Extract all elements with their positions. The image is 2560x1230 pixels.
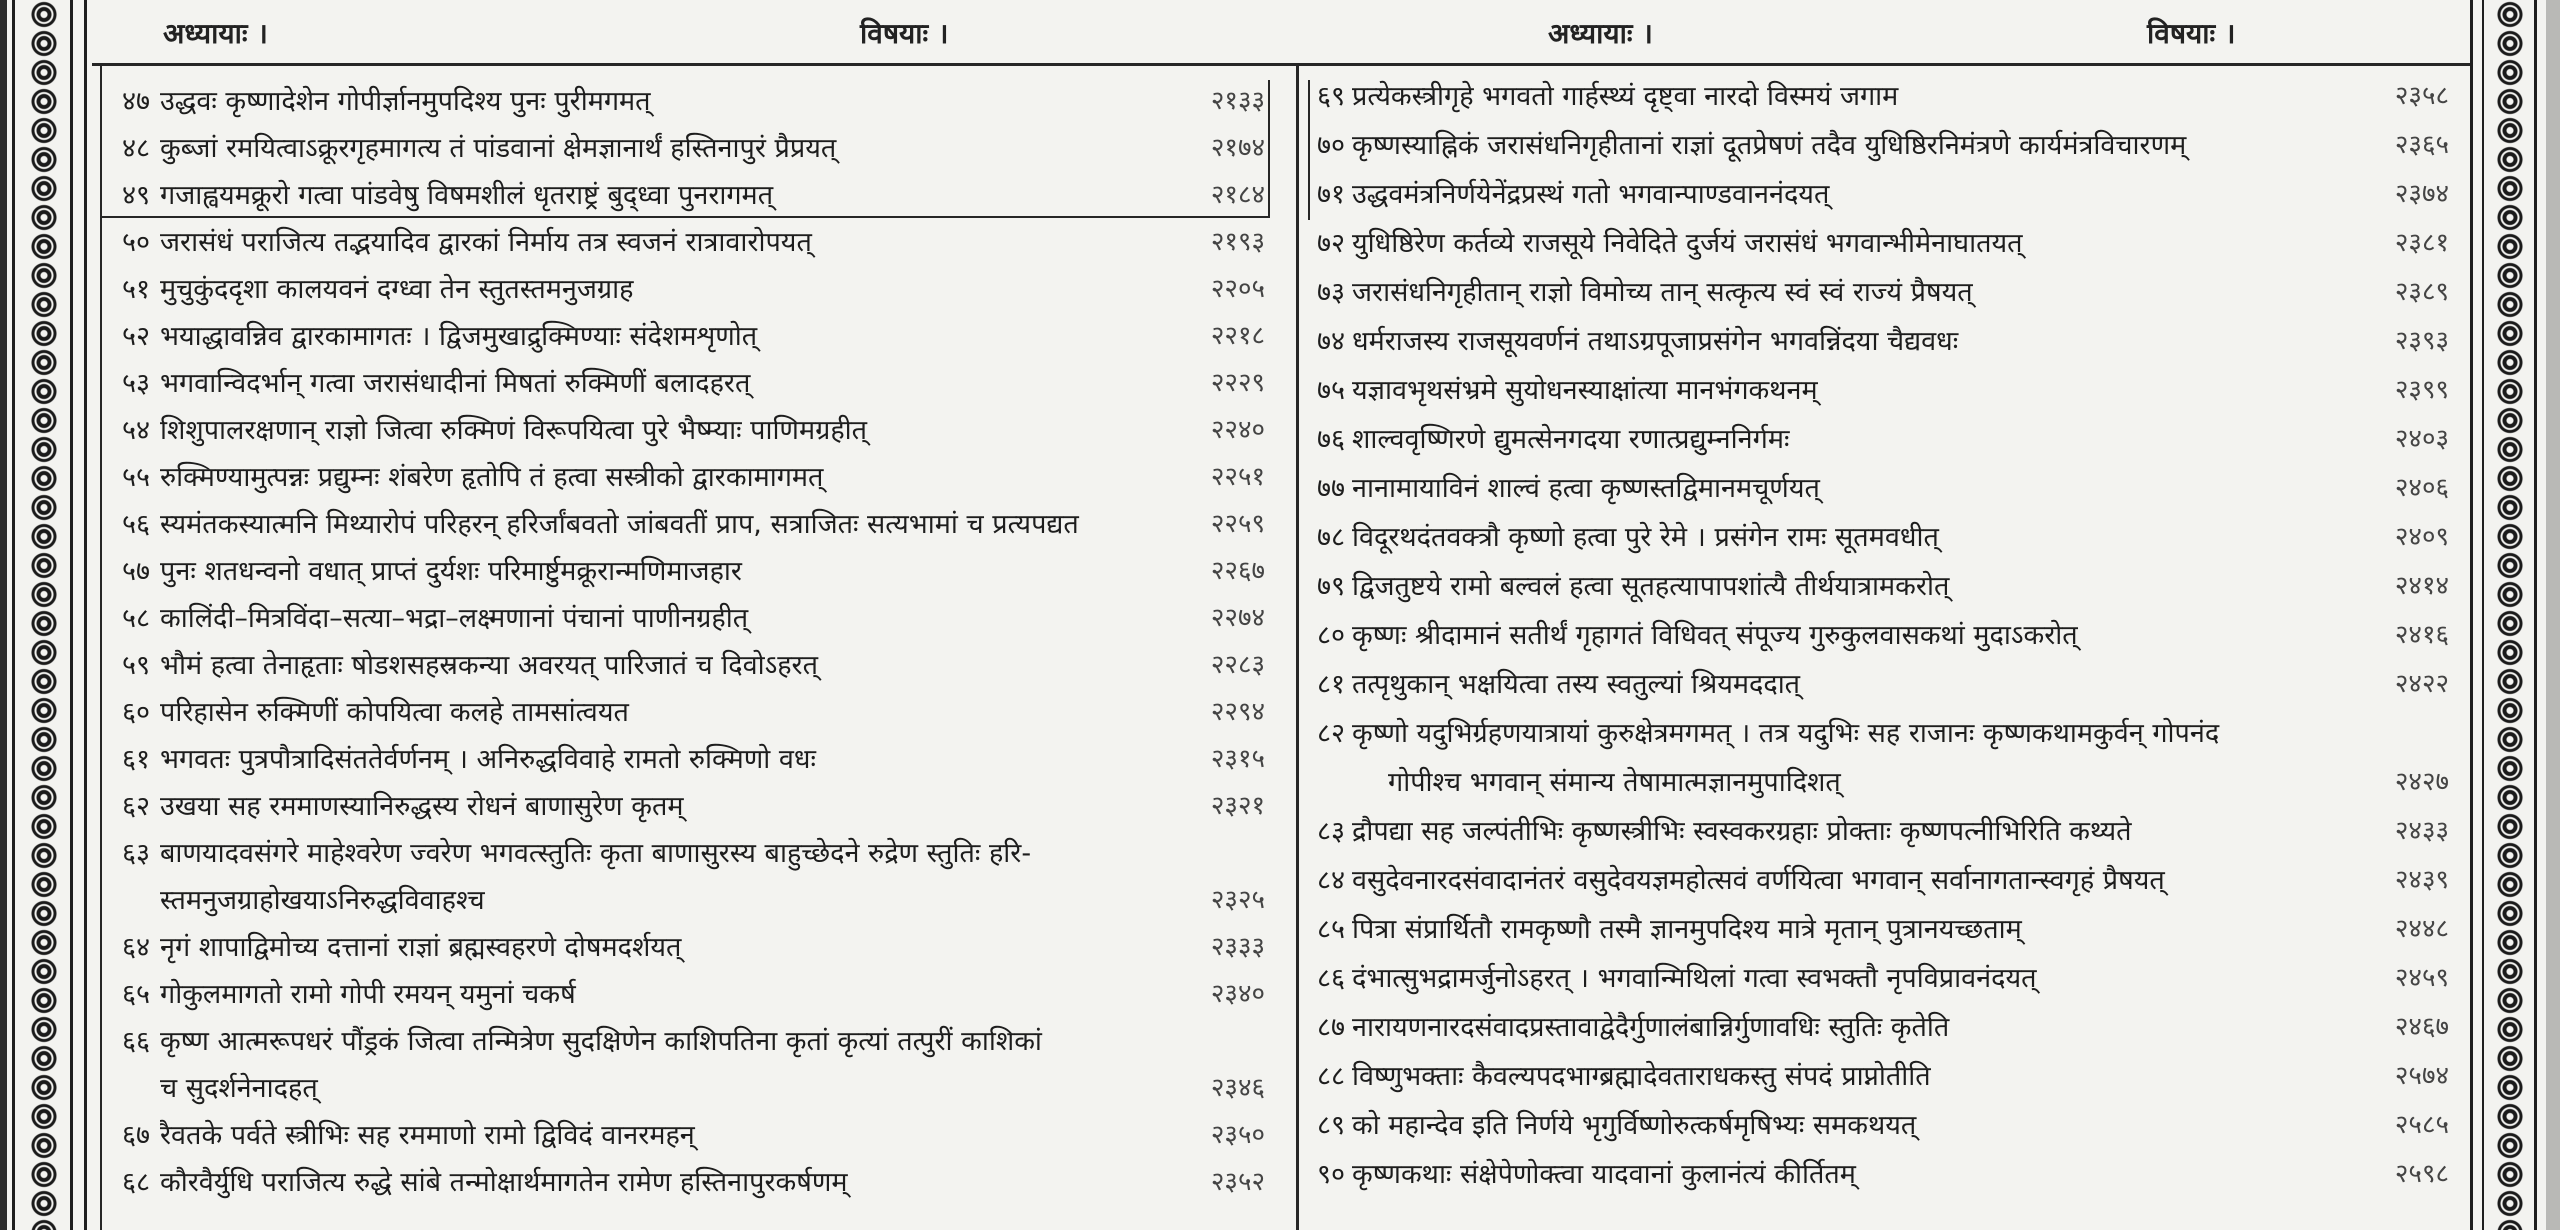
- page-number: २३९९: [2394, 375, 2449, 405]
- page-number: २२९४: [1210, 697, 1265, 727]
- page-number: २४०६: [2394, 473, 2449, 503]
- toc-entry: [110, 172, 1280, 219]
- chapter-number: ५२: [122, 321, 151, 352]
- toc-entry: [110, 924, 1280, 971]
- chapter-number: ८४: [1317, 865, 1346, 896]
- page-number: २४२७: [2394, 767, 2449, 797]
- chapter-subject: प्रत्येकस्त्रीगृहे भगवतो गार्हस्थ्यं दृष्ट्वा नारदो विस्मयं जगाम: [1352, 81, 1899, 112]
- header-right-subject: विषयाः ।: [2147, 17, 2236, 50]
- chapter-number: ६६: [122, 1026, 151, 1057]
- toc-entry: [110, 78, 1280, 125]
- chapter-subject: युधिष्ठिरेण कर्तव्ये राजसूये निवेदिते दुर्जयं जरासंधं भगवान्भीमेनाघातयत्: [1352, 228, 2023, 259]
- page-number: २१९३: [1210, 227, 1265, 257]
- chapter-number: ५०: [122, 227, 151, 258]
- page-number: २२१८: [1210, 321, 1265, 351]
- toc-entry: [110, 595, 1280, 642]
- page-number: २३८९: [2394, 277, 2449, 307]
- toc-entry: [110, 1159, 1280, 1206]
- chapter-subject: उद्धवः कृष्णादेशेन गोपीर्ज्ञानमुपदिश्य पुनः पुरीमगमत्: [160, 86, 651, 117]
- chapter-subject: पुनः शतधन्वनो वधात् प्राप्तं दुर्यशः परिमार्ष्टुमक्रूरान्मणिमाजहार: [160, 556, 742, 587]
- chapter-number: ६३: [122, 838, 151, 869]
- chapter-number: ६९: [1317, 81, 1346, 112]
- chapter-subject: विष्णुभक्ताः कैवल्यपदभाग्ब्रह्मादेवताराधकस्तु संपदं प्राप्नोतीति: [1352, 1061, 1931, 1092]
- chapter-subject: दंभात्सुभद्रामर्जुनोऽहरत् । भगवान्मिथिलां गत्वा स्वभक्तौ नृपविप्रावनंदयत्: [1352, 963, 2037, 994]
- toc-entry: [110, 125, 1280, 172]
- chapter-number: ६५: [122, 979, 151, 1010]
- chapter-number: ७७: [1317, 473, 1346, 504]
- page-number: २४३३: [2394, 816, 2449, 846]
- chapter-subject: द्विजतुष्टये रामो बल्वलं हत्वा सूतहत्यापापशांत्यै तीर्थयात्रामकरोत्: [1352, 571, 1950, 602]
- toc-entry: [110, 736, 1280, 783]
- page-number: २४५९: [2394, 963, 2449, 993]
- chapter-number: ८३: [1317, 816, 1346, 847]
- page-number: २३१५: [1210, 744, 1265, 774]
- chapter-number: ४७: [122, 86, 151, 117]
- chapter-number: ९०: [1317, 1159, 1346, 1190]
- chapter-subject: परिहासेन रुक्मिणीं कोपयित्वा कलहे तामसांत्वयत: [160, 697, 629, 728]
- chapter-subject: कृष्णकथाः संक्षेपेणोक्त्वा यादवानां कुलानंत्यं कीर्तितम्: [1352, 1159, 1856, 1190]
- page-number: २२५१: [1210, 462, 1265, 492]
- header-rule: [92, 63, 2470, 66]
- chapter-number: ७२: [1317, 228, 1346, 259]
- toc-entry: [110, 1112, 1280, 1159]
- toc-entry: [1305, 170, 2455, 219]
- chapter-number: ५४: [122, 415, 151, 446]
- toc-entry: [1305, 1101, 2455, 1150]
- flower-chain-ornament-right: [2494, 0, 2526, 1230]
- toc-entry: [1305, 1052, 2455, 1101]
- toc-entry: [1305, 807, 2455, 856]
- chapter-subject: धर्मराजस्य राजसूयवर्णनं तथाऽग्रपूजाप्रसंगेन भगवन्निंदया चैद्यवधः: [1352, 326, 1959, 357]
- chapter-number: ६४: [122, 932, 151, 963]
- chapter-subject: पित्रा संप्रार्थितौ रामकृष्णौ तस्मै ज्ञानमुपदिश्य मात्रे मृतान् पुत्रानयच्छताम्: [1352, 914, 2022, 945]
- chapter-subject-continued: गोपीश्च भगवान् संमान्य तेषामात्मज्ञानमुपादिशत्: [1388, 767, 1841, 798]
- header-right-chapter: अध्यायाः ।: [1548, 17, 1653, 50]
- toc-entry: [1305, 415, 2455, 464]
- page-number: २३२१: [1210, 791, 1265, 821]
- page-number: २४०९: [2394, 522, 2449, 552]
- page-number: २४३९: [2394, 865, 2449, 895]
- chapter-number: ८५: [1317, 914, 1346, 945]
- chapter-number: ६२: [122, 791, 151, 822]
- page-number: २३४०: [1210, 979, 1265, 1009]
- page-number: २१७४: [1210, 133, 1265, 163]
- chapter-subject: कृष्ण आत्मरूपधरं पौंड्रकं जित्वा तन्मित्रेण सुदक्षिणेन काशिपतिना कृतां कृत्यां तत्पुरीं काशिकां: [160, 1026, 1042, 1057]
- toc-entry: [1305, 562, 2455, 611]
- border-line: [12, 0, 15, 1230]
- page-number: २२२९: [1210, 368, 1265, 398]
- chapter-subject: भगवान्विदर्भान् गत्वा जरासंधादीनां मिषतां रुक्मिणीं बलादहरत्: [160, 368, 751, 399]
- toc-entry: [110, 689, 1280, 736]
- chapter-subject: गोकुलमागतो रामो गोपी रमयन् यमुनां चकर्ष: [160, 979, 576, 1010]
- page-number: २४१६: [2394, 620, 2449, 650]
- chapter-subject: रैवतके पर्वते स्त्रीभिः सह रममाणो रामो द्विविदं वानरमहन्: [160, 1120, 695, 1151]
- page-number: २४६७: [2394, 1012, 2449, 1042]
- chapter-number: ५३: [122, 368, 151, 399]
- chapter-subject: कृष्णो यदुभिर्ग्रहणयात्रायां कुरुक्षेत्रमगमत् । तत्र यदुभिः सह राजानः कृष्णकथामकुर्वन् गोपनंद: [1352, 718, 2220, 749]
- chapter-subject: मुचुकुंददृशा कालयवनं दग्ध्वा तेन स्तुतस्तमनुजग्राह: [160, 274, 634, 305]
- page-number: २१८४: [1210, 180, 1265, 210]
- chapter-subject: रुक्मिण्यामुत्पन्नः प्रद्युम्नः शंबरेण हृतोपि तं हत्वा सस्त्रीको द्वारकामागमत्: [160, 462, 824, 493]
- chapter-subject: बाणयादवसंगरे माहेश्वरेण ज्वरेण भगवत्स्तुतिः कृता बाणासुरस्य बाहुच्छेदने रुद्रेण स्तुतिः हरि-: [160, 838, 1032, 869]
- chapter-number: ७१: [1317, 179, 1346, 210]
- chapter-subject: कुब्जां रमयित्वाऽक्रूरगृहमागत्य तं पांडवानां क्षेमज्ञानार्थं हस्तिनापुरं प्रैप्रयत्: [160, 133, 837, 164]
- toc-entry: [1305, 72, 2455, 121]
- toc-entry: [1305, 464, 2455, 513]
- page-number: २५७४: [2394, 1061, 2449, 1091]
- toc-entry: [110, 830, 1280, 924]
- toc-entry: [1305, 219, 2455, 268]
- page-number: २४४८: [2394, 914, 2449, 944]
- chapter-number: ८६: [1317, 963, 1346, 994]
- chapter-number: ७९: [1317, 571, 1346, 602]
- border-line: [2470, 0, 2473, 1230]
- border-line: [84, 0, 87, 1230]
- chapter-subject: भगवतः पुत्रपौत्रादिसंततेर्वर्णनम् । अनिरुद्धविवाहे रामतो रुक्मिणो वधः: [160, 744, 816, 775]
- chapter-subject: कृष्णः श्रीदामानं सतीर्थं गृहागतं विधिवत् संपूज्य गुरुकुलवासकथां मुदाऽकरोत्: [1352, 620, 2078, 651]
- toc-entry: [110, 1018, 1280, 1112]
- chapter-number: ८९: [1317, 1110, 1346, 1141]
- page-number: २२६७: [1210, 556, 1265, 586]
- toc-left-column: [110, 78, 1280, 1206]
- left-column-rule: [100, 66, 102, 1230]
- chapter-subject: भयाद्धावन्निव द्वारकामागतः । द्विजमुखाद्रुक्मिण्याः संदेशमशृणोत्: [160, 321, 758, 352]
- chapter-number: ५१: [122, 274, 151, 305]
- chapter-number: ७३: [1317, 277, 1346, 308]
- header-left-chapter: अध्यायाः ।: [163, 17, 268, 50]
- chapter-subject: कौरवैर्युधि पराजित्य रुद्धे सांबे तन्मोक्षार्थमागतेन रामेण हस्तिनापुरकर्षणम्: [160, 1167, 848, 1198]
- page-number: २४१४: [2394, 571, 2449, 601]
- toc-entry: [1305, 121, 2455, 170]
- toc-entry: [110, 219, 1280, 266]
- page-number: २३२५: [1210, 885, 1265, 915]
- chapter-number: ८२: [1317, 718, 1346, 749]
- page-number: २२०५: [1210, 274, 1265, 304]
- chapter-subject: कालिंदी–मित्रविंदा–सत्या–भद्रा–लक्ष्मणानां पंचानां पाणीनग्रहीत्: [160, 603, 749, 634]
- chapter-subject: को महान्देव इति निर्णये भृगुर्विष्णोरुत्कर्षमृषिभ्यः समकथयत्: [1352, 1110, 1917, 1141]
- toc-entry: [1305, 366, 2455, 415]
- page-number: २४२२: [2394, 669, 2449, 699]
- chapter-number: ८७: [1317, 1012, 1346, 1043]
- page-number: २२५९: [1210, 509, 1265, 539]
- chapter-subject-continued: स्तमनुजग्राहोखयाऽनिरुद्धविवाहश्च: [160, 885, 485, 916]
- chapter-subject: वसुदेवनारदसंवादानंतरं वसुदेवयज्ञमहोत्सवं वर्णयित्वा भगवान् सर्वानागतान्स्वगृहं प्रैषयत्: [1352, 865, 2165, 896]
- toc-entry: [1305, 905, 2455, 954]
- chapter-number: ७०: [1317, 130, 1346, 161]
- page-number: २३५२: [1210, 1167, 1265, 1197]
- chapter-number: ७८: [1317, 522, 1346, 553]
- page-number: २२४०: [1210, 415, 1265, 445]
- toc-entry: [1305, 513, 2455, 562]
- page-number: २३३३: [1210, 932, 1265, 962]
- toc-right-column: [1305, 72, 2455, 1199]
- page-number: २२७४: [1210, 603, 1265, 633]
- page-number: २३९३: [2394, 326, 2449, 356]
- chapter-subject: उद्धवमंत्रनिर्णयेनेंद्रप्रस्थं गतो भगवान्पाण्डवाननंदयत्: [1352, 179, 1830, 210]
- toc-entry: [110, 501, 1280, 548]
- toc-entry: [110, 548, 1280, 595]
- toc-entry: [110, 783, 1280, 830]
- chapter-number: ८०: [1317, 620, 1346, 651]
- toc-entry: [110, 313, 1280, 360]
- chapter-subject: स्यमंतकस्यात्मनि मिथ्यारोपं परिहरन् हरिर्जांबवतो जांबवतीं प्राप, सत्राजितः सत्यभामां च प्रत्यपद्यत: [160, 509, 1079, 540]
- chapter-subject: कृष्णस्याह्निकं जरासंधनिगृहीतानां राज्ञां दूतप्रेषणं तदैव युधिष्ठिरनिमंत्रणे कार्यमंत्रविचारणम्: [1352, 130, 2187, 161]
- page-number: २३५८: [2394, 81, 2449, 111]
- toc-entry: [1305, 709, 2455, 807]
- toc-entry: [1305, 1150, 2455, 1199]
- page-number: २४०३: [2394, 424, 2449, 454]
- toc-entry: [110, 360, 1280, 407]
- chapter-subject: तत्पृथुकान् भक्षयित्वा तस्य स्वतुल्यां श्रियमददात्: [1352, 669, 1801, 700]
- page-number: २३७४: [2394, 179, 2449, 209]
- toc-entry: [110, 642, 1280, 689]
- page-number: २५९८: [2394, 1159, 2449, 1189]
- column-divider: [1296, 66, 1299, 1230]
- toc-entry: [110, 407, 1280, 454]
- toc-entry: [110, 454, 1280, 501]
- chapter-number: ५७: [122, 556, 151, 587]
- border-edge-left: [0, 0, 7, 1230]
- chapter-subject: शाल्ववृष्णिरणे द्युमत्सेनगदया रणात्प्रद्युम्ननिर्गमः: [1352, 424, 1790, 455]
- toc-entry: [1305, 611, 2455, 660]
- chapter-subject: नानामायाविनं शाल्वं हत्वा कृष्णस्तद्विमानमचूर्णयत्: [1352, 473, 1820, 504]
- chapter-number: ५८: [122, 603, 151, 634]
- page-number: २२८३: [1210, 650, 1265, 680]
- border-line: [70, 0, 73, 1230]
- chapter-number: ६७: [122, 1120, 151, 1151]
- chapter-subject: भौमं हत्वा तेनाहृताः षोडशसहस्रकन्या अवरयत् पारिजातं च दिवोऽहरत्: [160, 650, 818, 681]
- toc-entry: [1305, 856, 2455, 905]
- chapter-subject: गजाह्वयमक्रूरो गत्वा पांडवेषु विषमशीलं धृतराष्ट्रं बुद्ध्वा पुनरागमत्: [160, 180, 774, 211]
- page-number: २३८१: [2394, 228, 2449, 258]
- chapter-subject: विदूरथदंतवक्त्रौ कृष्णो हत्वा पुरे रेमे । प्रसंगेन रामः सूतमवधीत्: [1352, 522, 1939, 553]
- chapter-subject: शिशुपालरक्षणान् राज्ञो जित्वा रुक्मिणं विरूपयित्वा पुरे भैष्म्याः पाणिमग्रहीत्: [160, 415, 868, 446]
- toc-entry: [1305, 660, 2455, 709]
- page-number: २३६५: [2394, 130, 2449, 160]
- border-line: [2482, 0, 2484, 1230]
- chapter-number: ६८: [122, 1167, 151, 1198]
- header-left-subject: विषयाः ।: [860, 17, 949, 50]
- chapter-number: ७६: [1317, 424, 1346, 455]
- page-number: २३५०: [1210, 1120, 1265, 1150]
- page-number: २३४६: [1210, 1073, 1265, 1103]
- chapter-subject: नारायणनारदसंवादप्रस्तावाद्वेदैर्गुणालंबान्निर्गुणावधिः स्तुतिः कृतेति: [1352, 1012, 1950, 1043]
- page-number: २१३३: [1210, 86, 1265, 116]
- border-edge-right: [2546, 0, 2560, 1230]
- chapter-number: ६१: [122, 744, 151, 775]
- toc-entry: [110, 266, 1280, 313]
- chapter-subject-continued: च सुदर्शनेनादहत्: [160, 1073, 318, 1104]
- chapter-subject: यज्ञावभृथसंभ्रमे सुयोधनस्याक्षांत्या मानभंगकथनम्: [1352, 375, 1818, 406]
- chapter-number: ५९: [122, 650, 151, 681]
- chapter-subject: जरासंधनिगृहीतान् राज्ञो विमोच्य तान् सत्कृत्य स्वं स्वं राज्यं प्रैषयत्: [1352, 277, 1973, 308]
- toc-entry: [1305, 268, 2455, 317]
- chapter-subject: जरासंधं पराजित्य तद्भयादिव द्वारकां निर्माय तत्र स्वजनं रात्रावारोपयत्: [160, 227, 812, 258]
- toc-entry: [110, 971, 1280, 1018]
- chapter-number: ५५: [122, 462, 151, 493]
- toc-entry: [1305, 1003, 2455, 1052]
- toc-entry: [1305, 954, 2455, 1003]
- chapter-subject: नृगं शापाद्विमोच्य दत्तानां राज्ञां ब्रह्मस्वहरणे दोषमदर्शयत्: [160, 932, 682, 963]
- chapter-number: ८८: [1317, 1061, 1346, 1092]
- chapter-subject: उखया सह रममाणस्यानिरुद्धस्य रोधनं बाणासुरेण कृतम्: [160, 791, 684, 822]
- chapter-number: ४९: [122, 180, 151, 211]
- toc-entry: [1305, 317, 2455, 366]
- chapter-number: ७५: [1317, 375, 1346, 406]
- chapter-subject: द्रौपद्या सह जल्पंतीभिः कृष्णस्त्रीभिः स्वस्वकरग्रहाः प्रोक्ताः कृष्णपत्नीभिरिति कथ्यते: [1352, 816, 2132, 847]
- chapter-number: ८१: [1317, 669, 1346, 700]
- flower-chain-ornament-left: [28, 0, 60, 1230]
- chapter-number: ४८: [122, 133, 151, 164]
- chapter-number: ६०: [122, 697, 151, 728]
- page-number: २५८५: [2394, 1110, 2449, 1140]
- chapter-number: ७४: [1317, 326, 1346, 357]
- border-line: [2534, 0, 2537, 1230]
- chapter-number: ५६: [122, 509, 151, 540]
